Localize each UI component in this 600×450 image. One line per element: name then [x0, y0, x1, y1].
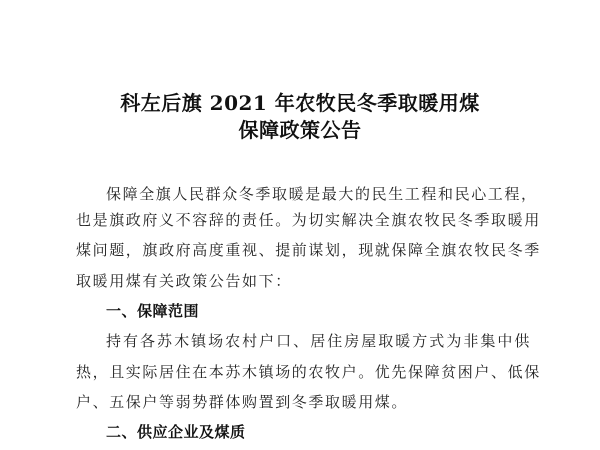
section-1-line-3: 户、五保户等弱势群体购置到冬季取暖用煤。 — [76, 393, 409, 411]
intro-line-2: 也是旗政府义不容辞的责任。为切实解决全旗农牧民冬季取暖用 — [76, 211, 541, 229]
section-1-line-2: 热，且实际居住在本苏木镇场的农牧户。优先保障贫困户、低保 — [76, 363, 541, 381]
document-title-line-2: 保障政策公告 — [238, 118, 362, 142]
intro-line-1: 保障全旗人民群众冬季取暖是最大的民生工程和民心工程， — [106, 185, 538, 203]
section-1-line-1: 持有各苏木镇场农村户口、居住房屋取暖方式为非集中供 — [106, 332, 531, 350]
intro-line-4: 取暖用煤有关政策公告如下： — [76, 272, 292, 290]
section-1-heading: 一、保障范围 — [106, 302, 200, 320]
section-2-heading: 二、供应企业及煤质 — [106, 423, 246, 441]
intro-line-3: 煤问题，旗政府高度重视、提前谋划，现就保障全旗农牧民冬季 — [76, 241, 541, 259]
document-title-line-1: 科左后旗 2021 年农牧民冬季取暖用煤 — [120, 91, 480, 115]
